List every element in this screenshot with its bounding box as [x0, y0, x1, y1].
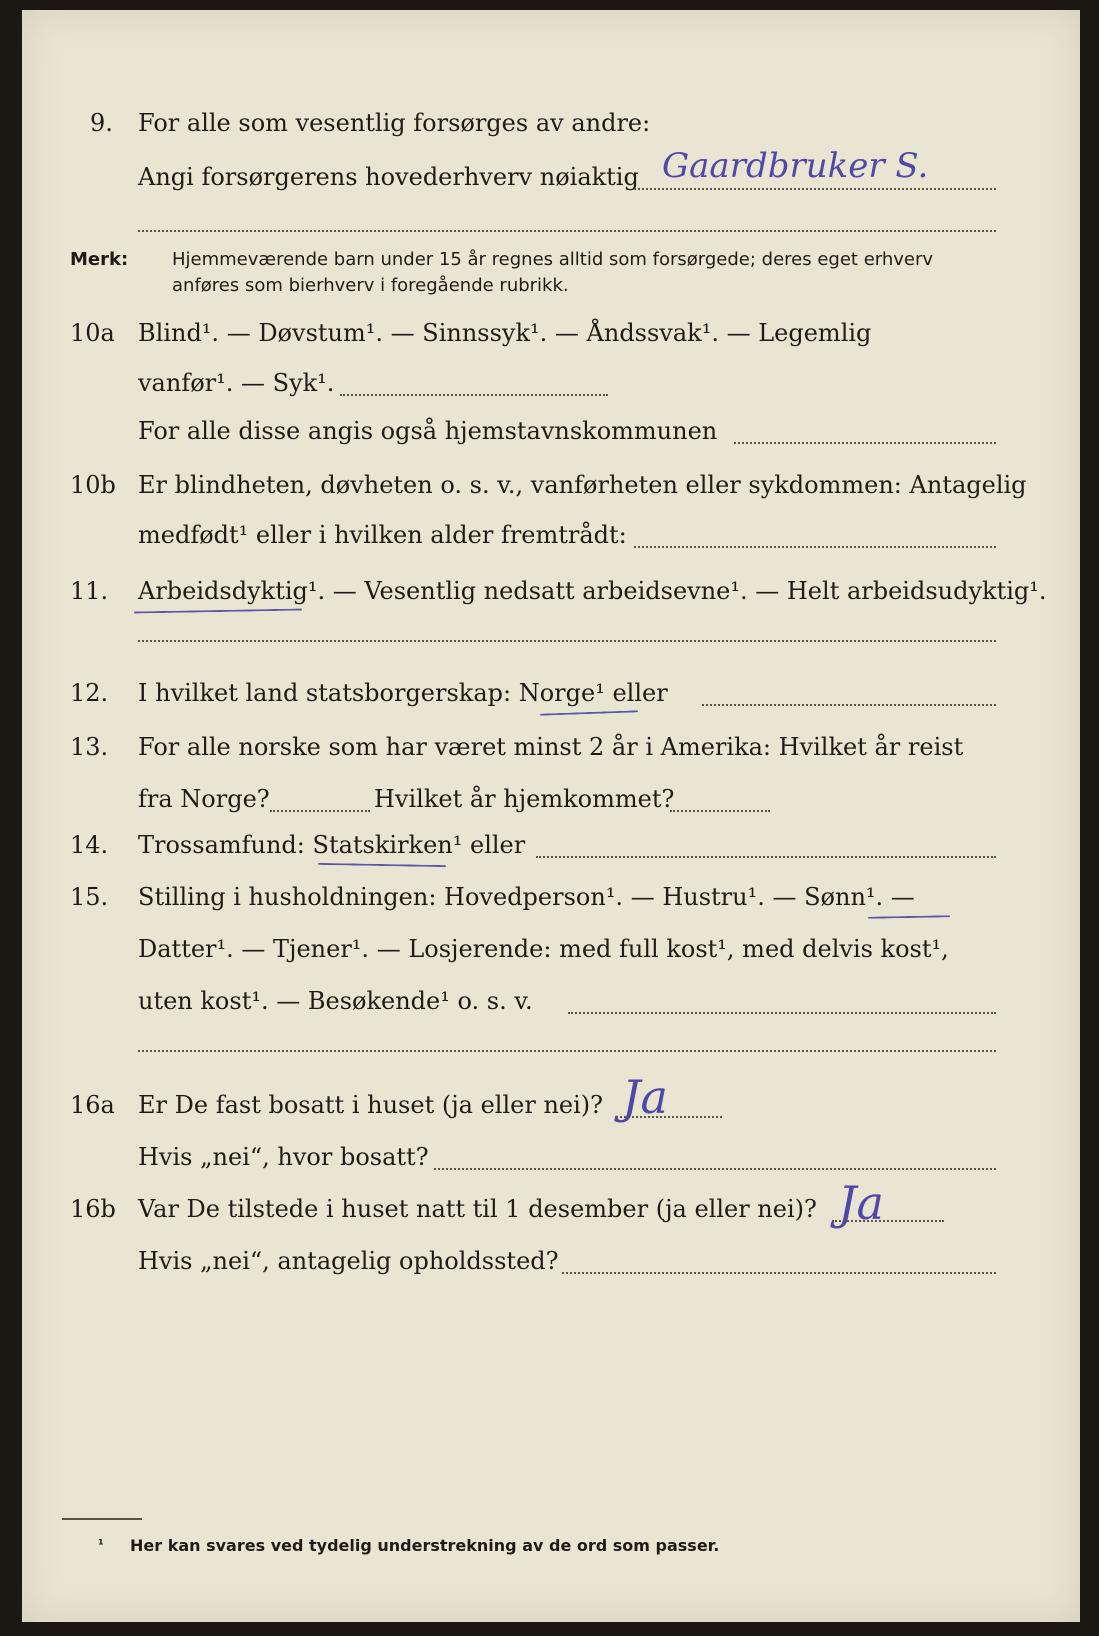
q13-reist-line [270, 810, 370, 812]
q10a-syk-line [340, 394, 608, 396]
q13-hjemkommet-line [670, 810, 770, 812]
q10a-line2: vanfør¹. — Syk¹. [138, 369, 335, 397]
q9-extra-line [138, 230, 996, 232]
q14-underline-statskirken [318, 863, 446, 867]
q16a-number: 16a [70, 1091, 115, 1119]
q15-number: 15. [70, 883, 109, 911]
q10b-number: 10b [70, 471, 116, 499]
q11-underline-arbeidsdyktig [134, 609, 302, 614]
q16a-bosatt-line [434, 1168, 996, 1170]
q9-number: 9. [90, 109, 113, 137]
q15-line3: uten kost¹. — Besøkende¹ o. s. v. [138, 987, 533, 1015]
q15-extra-line [138, 1050, 996, 1052]
q13-line1: For alle norske som har været minst 2 år i Amerika: Hvilket år reist [138, 733, 964, 761]
q10b-line1: Er blindheten, døvheten o. s. v., vanførheten eller sykdommen: Antagelig [138, 471, 1027, 499]
q12-answer-line [702, 704, 996, 706]
q10a-number: 10a [70, 319, 115, 347]
q14-line1: Trossamfund: Statskirken¹ eller [138, 831, 526, 859]
q13-line2b: Hvilket år hjemkommet? [374, 785, 675, 813]
q10a-line1: Blind¹. — Døvstum¹. — Sinnssyk¹. — Åndssvak¹. — Legemlig [138, 319, 872, 347]
q16b-answer-line [832, 1220, 944, 1222]
q9-line2: Angi forsørgerens hovederhverv nøiaktig [138, 163, 639, 191]
q16a-line2: Hvis „nei“, hvor bosatt? [138, 1143, 429, 1171]
q13-line2a: fra Norge? [138, 785, 270, 813]
q14-number: 14. [70, 831, 109, 859]
q16a-line1: Er De fast bosatt i huset (ja eller nei)? [138, 1091, 604, 1119]
q10a-line3: For alle disse angis også hjemstavnskommunen [138, 417, 718, 445]
q11-line1: Arbeidsdyktig¹. — Vesentlig nedsatt arbeidsevne¹. — Helt arbeidsudyktig¹. [138, 577, 1047, 605]
footnote-mark: ¹ [98, 1538, 104, 1553]
q16b-number: 16b [70, 1195, 116, 1223]
q11-number: 11. [70, 577, 109, 605]
footnote-rule [62, 1518, 142, 1520]
q10a-kommune-line [734, 442, 996, 444]
note-line2: anføres som bierhverv i foregående rubrikk. [172, 275, 569, 296]
q16a-answer-handwritten: Ja [622, 1070, 668, 1124]
note-line1: Hjemmeværende barn under 15 år regnes alltid som forsørgede; deres eget erhverv [172, 249, 934, 270]
q16b-line1: Var De tilstede i huset natt til 1 desember (ja eller nei)? [138, 1195, 817, 1223]
q16a-answer-line [616, 1116, 722, 1118]
q11-extra-line [138, 640, 996, 642]
q10b-line2: medfødt¹ eller i hvilken alder fremtrådt: [138, 521, 627, 549]
q12-underline-norge [540, 710, 638, 715]
q15-line1: Stilling i husholdningen: Hovedperson¹. — Hustru¹. — Sønn¹. — [138, 883, 915, 911]
q9-answer-line [634, 188, 996, 190]
q16b-opholdssted-line [562, 1272, 996, 1274]
q16b-answer-handwritten: Ja [838, 1176, 884, 1230]
q12-line1: I hvilket land statsborgerskap: Norge¹ eller [138, 679, 668, 707]
q15-line2: Datter¹. — Tjener¹. — Losjerende: med full kost¹, med delvis kost¹, [138, 935, 949, 963]
q15-underline-sonn [868, 915, 950, 918]
footnote-text: Her kan svares ved tydelig understrekning av de ord som passer. [130, 1536, 720, 1555]
q16b-line2: Hvis „nei“, antagelig opholdssted? [138, 1247, 559, 1275]
q14-answer-line [536, 856, 996, 858]
q13-number: 13. [70, 733, 109, 761]
census-form-page [22, 10, 1080, 1622]
q10b-answer-line [634, 546, 996, 548]
q15-answer-line [568, 1012, 996, 1014]
note-label: Merk: [70, 249, 129, 270]
q9-answer-handwritten: Gaardbruker S. [662, 146, 929, 186]
q12-number: 12. [70, 679, 109, 707]
q9-line1: For alle som vesentlig forsørges av andre: [138, 109, 651, 137]
